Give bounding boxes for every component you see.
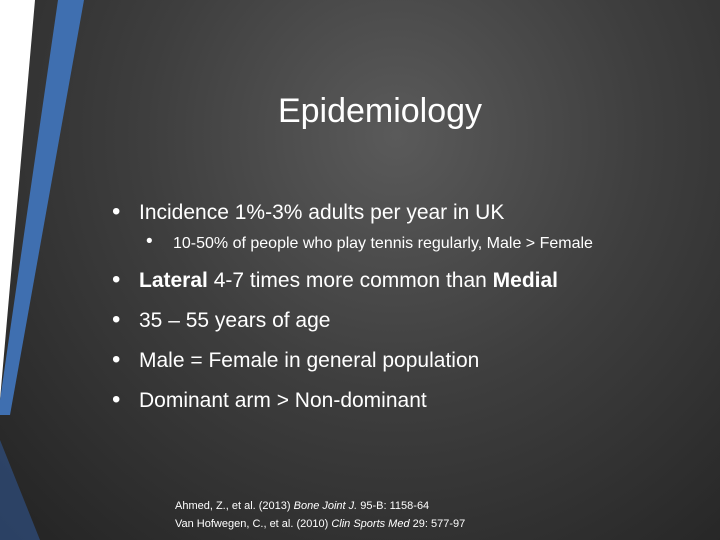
reference-authors: Ahmed, Z., et al. (2013)	[175, 500, 294, 512]
bullet-sex	[112, 348, 702, 374]
sub-bullet-tennis	[146, 231, 702, 254]
bullet-incidence	[112, 200, 702, 226]
reference-detail: 29: 577-97	[409, 518, 466, 530]
reference-item	[175, 515, 465, 533]
reference-authors: Van Hofwegen, C., et al. (2010)	[175, 518, 332, 530]
bullet-text-lateral: Lateral	[139, 269, 208, 292]
reference-journal: Bone Joint J.	[293, 500, 358, 512]
bullet-age	[112, 308, 702, 334]
bullet-dot-icon: •	[112, 266, 121, 293]
reference-journal: Clin Sports Med	[331, 518, 410, 530]
bullet-text: 35 – 55 years of age	[139, 309, 331, 332]
blue-stripe-lower	[0, 440, 40, 540]
bullet-text-medial: Medial	[492, 269, 559, 292]
bullet-lateral	[112, 268, 702, 294]
bullet-dot-icon: •	[112, 198, 121, 225]
bullet-dot-icon: •	[112, 386, 121, 413]
bullet-text: Incidence 1%-3% adults per year in UK	[139, 201, 505, 224]
reference-detail: 95-B: 1158-64	[357, 500, 430, 512]
bullet-arm	[112, 388, 702, 414]
bullet-dot-icon: •	[112, 306, 121, 333]
references	[175, 497, 465, 533]
bullet-dot-icon: •	[146, 231, 153, 252]
bullet-list	[112, 200, 702, 414]
slide-title: Epidemiology	[277, 92, 483, 130]
bullet-dot-icon: •	[112, 346, 121, 373]
reference-item	[175, 497, 465, 515]
bullet-text: Dominant arm > Non-dominant	[139, 389, 427, 412]
bullet-text: Male = Female in general population	[139, 349, 480, 372]
sub-bullet-text: 10-50% of people who play tennis regularly, Male > Female	[173, 235, 593, 252]
bullet-text: 4-7 times more common than	[207, 269, 493, 292]
